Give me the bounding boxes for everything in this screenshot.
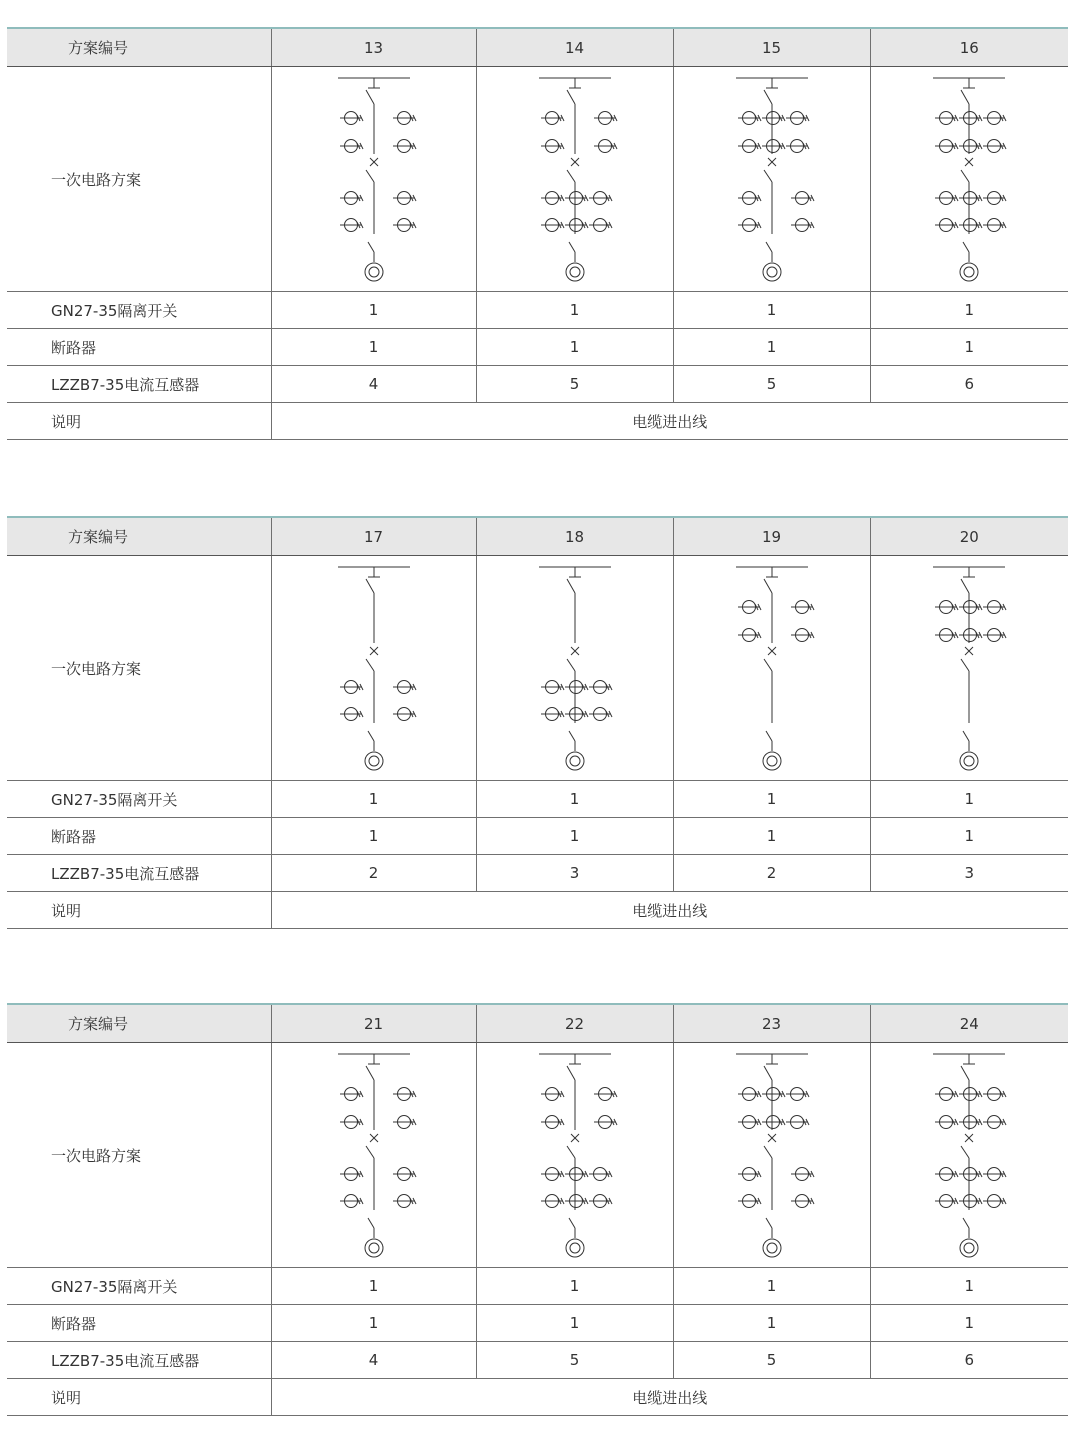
cable-termination-icon (763, 263, 781, 281)
circuit-diagram (712, 1044, 832, 1266)
switch-label: GN27-35隔离开关 (7, 292, 271, 329)
ct-row (7, 1342, 1068, 1379)
ct-count: 5 (476, 1342, 673, 1379)
cable-termination-icon (365, 1239, 383, 1257)
ct-count: 2 (673, 855, 870, 892)
switch-row (7, 292, 1068, 329)
ct-count: 2 (271, 855, 476, 892)
ct-label: LZZB7-35电流互感器 (7, 855, 271, 892)
disconnector-icon (961, 90, 969, 104)
breaker-row (7, 818, 1068, 855)
cable-termination-icon (960, 752, 978, 770)
note-text: 电缆进出线 (271, 403, 1068, 440)
ct-count: 3 (870, 855, 1068, 892)
note-label: 说明 (7, 892, 271, 929)
cable-termination-icon (960, 263, 978, 281)
breaker-count: 1 (476, 329, 673, 366)
circuit-diagram (515, 1044, 635, 1266)
switch-count: 1 (476, 292, 673, 329)
circuit-label: 一次电路方案 (7, 67, 271, 292)
switch-row (7, 1268, 1068, 1305)
header-row (7, 28, 1068, 67)
circuit-label: 一次电路方案 (7, 556, 271, 781)
circuit-row (7, 556, 1068, 781)
ct-count: 5 (673, 1342, 870, 1379)
note-text: 电缆进出线 (271, 892, 1068, 929)
switch-label: GN27-35隔离开关 (7, 781, 271, 818)
switch-count: 1 (271, 292, 476, 329)
disconnector-icon (961, 1066, 969, 1080)
switch-row (7, 781, 1068, 818)
note-label: 说明 (7, 403, 271, 440)
circuit-diagram (515, 68, 635, 290)
breaker-count: 1 (673, 329, 870, 366)
ct-label: LZZB7-35电流互感器 (7, 366, 271, 403)
circuit-diagram (515, 557, 635, 779)
cable-termination-icon (763, 1239, 781, 1257)
scheme-no: 21 (271, 1004, 476, 1043)
breaker-count: 1 (870, 818, 1068, 855)
circuit-label: 一次电路方案 (7, 1043, 271, 1268)
disconnector-icon (764, 90, 772, 104)
circuit-row (7, 1043, 1068, 1268)
ct-row (7, 855, 1068, 892)
scheme-no: 23 (673, 1004, 870, 1043)
header-label: 方案编号 (7, 517, 271, 556)
note-label: 说明 (7, 1379, 271, 1416)
disconnector-icon (366, 579, 374, 593)
header-row (7, 1004, 1068, 1043)
cable-termination-icon (960, 1239, 978, 1257)
scheme-no: 18 (476, 517, 673, 556)
switch-count: 1 (673, 781, 870, 818)
cable-termination-icon (566, 752, 584, 770)
circuit-diagram (314, 68, 434, 290)
note-row (7, 892, 1068, 929)
header-label: 方案编号 (7, 1004, 271, 1043)
breaker-count: 1 (673, 1305, 870, 1342)
breaker-count: 1 (673, 818, 870, 855)
ct-row (7, 366, 1068, 403)
note-text: 电缆进出线 (271, 1379, 1068, 1416)
header-row (7, 517, 1068, 556)
breaker-label: 断路器 (7, 818, 271, 855)
breaker-row (7, 1305, 1068, 1342)
switch-label: GN27-35隔离开关 (7, 1268, 271, 1305)
scheme-no: 24 (870, 1004, 1068, 1043)
disconnector-icon (366, 1066, 374, 1080)
disconnector-icon (567, 90, 575, 104)
breaker-count: 1 (870, 329, 1068, 366)
scheme-table-1 (7, 27, 1068, 440)
cable-termination-icon (365, 752, 383, 770)
switch-count: 1 (476, 781, 673, 818)
ct-count: 4 (271, 366, 476, 403)
switch-count: 1 (870, 1268, 1068, 1305)
breaker-count: 1 (870, 1305, 1068, 1342)
breaker-row (7, 329, 1068, 366)
note-row (7, 403, 1068, 440)
switch-count: 1 (271, 1268, 476, 1305)
scheme-no: 16 (870, 28, 1068, 67)
scheme-no: 19 (673, 517, 870, 556)
circuit-diagram (712, 68, 832, 290)
breaker-count: 1 (476, 818, 673, 855)
disconnector-icon (764, 579, 772, 593)
header-label: 方案编号 (7, 28, 271, 67)
breaker-label: 断路器 (7, 1305, 271, 1342)
scheme-no: 22 (476, 1004, 673, 1043)
switch-count: 1 (870, 292, 1068, 329)
breaker-count: 1 (271, 329, 476, 366)
switch-count: 1 (476, 1268, 673, 1305)
ct-count: 5 (673, 366, 870, 403)
breaker-count: 1 (271, 1305, 476, 1342)
circuit-diagram (909, 68, 1029, 290)
circuit-diagram (314, 557, 434, 779)
scheme-table-3 (7, 1003, 1068, 1416)
switch-count: 1 (673, 1268, 870, 1305)
ct-label: LZZB7-35电流互感器 (7, 1342, 271, 1379)
note-row (7, 1379, 1068, 1416)
switch-count: 1 (271, 781, 476, 818)
scheme-no: 13 (271, 28, 476, 67)
ct-count: 6 (870, 366, 1068, 403)
scheme-table-2 (7, 516, 1068, 929)
cable-termination-icon (763, 752, 781, 770)
switch-count: 1 (673, 292, 870, 329)
circuit-diagram (712, 557, 832, 779)
disconnector-icon (366, 90, 374, 104)
ct-count: 3 (476, 855, 673, 892)
disconnector-icon (567, 1066, 575, 1080)
disconnector-icon (567, 579, 575, 593)
ct-count: 4 (271, 1342, 476, 1379)
scheme-no: 14 (476, 28, 673, 67)
switch-count: 1 (870, 781, 1068, 818)
disconnector-icon (764, 1066, 772, 1080)
circuit-diagram (909, 1044, 1029, 1266)
scheme-no: 17 (271, 517, 476, 556)
circuit-row (7, 67, 1068, 292)
breaker-label: 断路器 (7, 329, 271, 366)
breaker-count: 1 (476, 1305, 673, 1342)
breaker-count: 1 (271, 818, 476, 855)
disconnector-icon (961, 579, 969, 593)
ct-count: 5 (476, 366, 673, 403)
cable-termination-icon (566, 263, 584, 281)
ct-count: 6 (870, 1342, 1068, 1379)
cable-termination-icon (566, 1239, 584, 1257)
scheme-no: 15 (673, 28, 870, 67)
scheme-no: 20 (870, 517, 1068, 556)
circuit-diagram (909, 557, 1029, 779)
circuit-diagram (314, 1044, 434, 1266)
cable-termination-icon (365, 263, 383, 281)
